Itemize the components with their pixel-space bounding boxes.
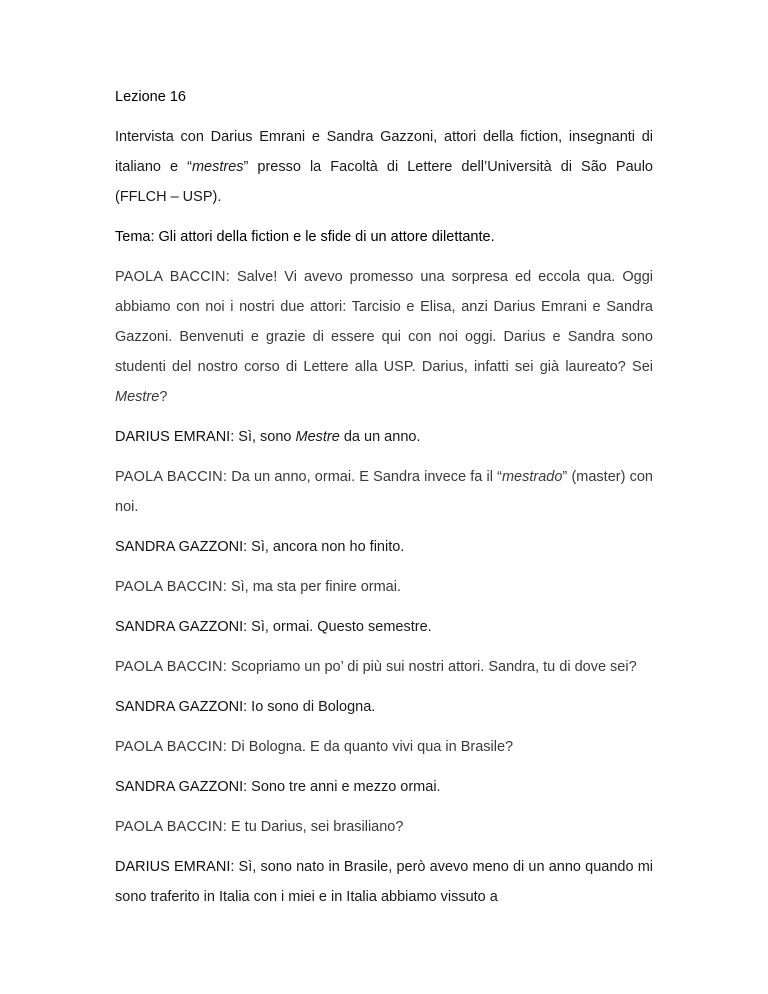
dialogue-text: Sì, sono nato in Brasile, però avevo meno di un anno quando mi sono traferito in Italia con i miei e in Italia abbiamo vissuto a [115,859,653,905]
speaker-name: PAOLA BACCIN: [115,819,227,835]
speaker-name: SANDRA GAZZONI: [115,779,248,795]
dialogue-line-1 [115,262,653,412]
dialogue-emphasis: Mestre [295,429,340,445]
dialogue-text: E tu Darius, sei brasiliano? [226,819,404,835]
theme-line: Tema: Gli attori della fiction e le sfide di un attore dilettante. [115,229,495,245]
dialogue-line-11 [115,812,653,842]
dialogue-text: Sì, sono [234,429,296,445]
speaker-name: SANDRA GAZZONI: [115,539,248,555]
document-page [115,82,653,922]
dialogue-line-3 [115,462,653,522]
dialogue-line-7 [115,652,653,682]
dialogue-text: ? [159,389,168,405]
dialogue-text: ” (master) con noi. [115,469,653,515]
dialogue-text: da un anno. [339,429,421,445]
speaker-name: PAOLA BACCIN: [115,269,230,285]
dialogue-line-10 [115,772,653,802]
dialogue-text: Salve! Vi avevo promesso una sorpresa ed eccola qua. Oggi abbiamo con noi i nostri due attori: Tarcisio e Elisa, anzi Darius Emrani e Sandra Gazzoni. Benvenuti e grazie di essere qui con noi oggi. Darius e Sandra sono studenti del nostro corso di Lettere alla USP. Darius, infatti sei già laureato? Sei [115,269,653,375]
intro-paragraph [115,122,653,212]
intro-mestres-word: mestres [191,159,244,175]
speaker-name: DARIUS EMRANI: [115,429,235,445]
dialogue-line-4 [115,532,653,562]
dialogue-line-5 [115,572,653,602]
speaker-name: PAOLA BACCIN: [115,659,227,675]
dialogue-text: Sì, ancora non ho finito. [247,539,405,555]
dialogue-text: Da un anno, ormai. E Sandra invece fa il “ [227,469,502,485]
dialogue-text: Di Bologna. E da quanto vivi qua in Brasile? [226,739,514,755]
dialogue-text: Sì, ormai. Questo semestre. [247,619,432,635]
dialogue-line-2 [115,422,653,452]
dialogue-text: Io sono di Bologna. [247,699,376,715]
dialogue-line-12 [115,852,653,912]
speaker-name: PAOLA BACCIN: [115,739,227,755]
dialogue-emphasis: Mestre [115,389,160,405]
speaker-name: DARIUS EMRANI: [115,859,235,875]
speaker-name: PAOLA BACCIN: [115,579,227,595]
dialogue-text: Sono tre anni e mezzo ormai. [247,779,441,795]
dialogue-line-6 [115,612,653,642]
intro-text-part1: Intervista con Darius Emrani e Sandra Gazzoni, attori della fiction, insegnanti di italiano e “ [115,129,653,175]
speaker-name: SANDRA GAZZONI: [115,699,248,715]
speaker-name: PAOLA BACCIN: [115,469,228,485]
lesson-title: Lezione 16 [115,89,186,105]
intro-text-part2: ” presso la Facoltà di Lettere dell’Università di São Paulo (FFLCH – USP). [115,159,653,205]
dialogue-text: Sì, ma sta per finire ormai. [226,579,401,595]
dialogue-line-8 [115,692,653,722]
dialogue-emphasis: mestrado [501,469,563,485]
dialogue-line-9 [115,732,653,762]
dialogue-text: Scopriamo un po’ di più sui nostri attori. Sandra, tu di dove sei? [226,659,637,675]
speaker-name: SANDRA GAZZONI: [115,619,248,635]
